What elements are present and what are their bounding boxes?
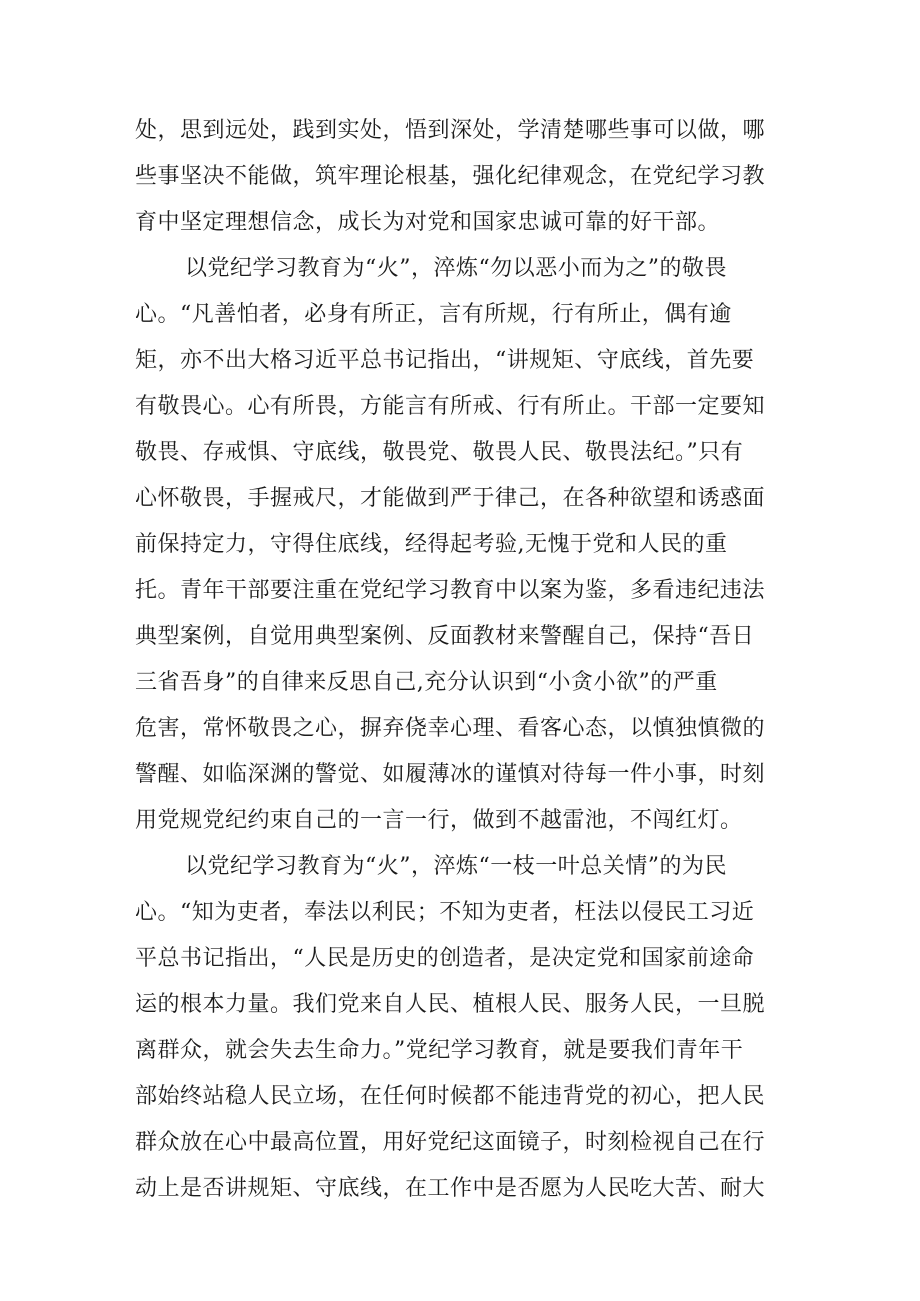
text-line: 群众放在心中最高位置，用好党纪这面镜子，时刻检视自己在行: [135, 1130, 766, 1155]
text-line: 些事坚决不能做，筑牢理论根基，强化纪律观念，在党纪学习教: [135, 164, 766, 189]
text-line: 处，思到远处，践到实处，悟到深处，学清楚哪些事可以做，哪: [135, 118, 766, 143]
text-line: 托。青年干部要注重在党纪学习教育中以案为鉴，多看违纪违法: [135, 578, 766, 603]
text-line: 育中坚定理想信念，成长为对党和国家忠诚可靠的好干部。: [135, 210, 721, 235]
text-line: 部始终站稳人民立场，在任何时候都不能违背党的初心，把人民: [135, 1084, 766, 1109]
text-line: 动上是否讲规矩、守底线，在工作中是否愿为人民吃大苦、耐大: [135, 1176, 766, 1201]
text-line: 矩，亦不出大格习近平总书记指出，“讲规矩、守底线，首先要: [135, 348, 755, 373]
text-line: 心。“知为吏者，奉法以利民；不知为吏者，枉法以侵民工习近: [135, 900, 755, 925]
paragraph-first-line: 以党纪学习教育为“火”，淬炼“勿以恶小而为之”的敬畏: [185, 256, 727, 281]
text-line: 典型案例，自觉用典型案例、反面教材来警醒自己，保持“吾日: [135, 624, 755, 649]
paragraph-first-line: 以党纪学习教育为“火”，淬炼“一枝一叶总关情”的为民: [185, 854, 727, 879]
text-line: 平总书记指出，“人民是历史的创造者，是决定党和国家前途命: [135, 946, 755, 971]
text-line: 警醒、如临深渊的警觉、如履薄冰的谨慎对待每一件小事，时刻: [135, 762, 766, 787]
text-line: 心。“凡善怕者，必身有所正，言有所规，行有所止，偶有逾: [135, 302, 732, 327]
text-line: 危害，常怀敬畏之心，摒弃侥幸心理、看客心态，以慎独慎微的: [135, 716, 766, 741]
text-line: 前保持定力，守得住底线，经得起考验,无愧于党和人民的重: [135, 532, 728, 557]
text-line: 心怀敬畏，手握戒尺，才能做到严于律己，在各种欲望和诱惑面: [135, 486, 766, 511]
text-line: 用党规党纪约束自己的一言一行，做到不越雷池，不闯红灯。: [135, 808, 743, 833]
text-line: 运的根本力量。我们党来自人民、植根人民、服务人民，一旦脱: [135, 992, 766, 1017]
text-line: 三省吾身”的自律来反思自己,充分认识到“小贪小欲”的严重: [135, 670, 718, 695]
text-line: 敬畏、存戒惧、守底线，敬畏党、敬畏人民、敬畏法纪。”只有: [135, 440, 744, 465]
text-line: 离群众，就会失去生命力。”党纪学习教育，就是要我们青年干: [135, 1038, 744, 1063]
text-line: 有敬畏心。心有所畏，方能言有所戒、行有所止。干部一定要知: [135, 394, 766, 419]
